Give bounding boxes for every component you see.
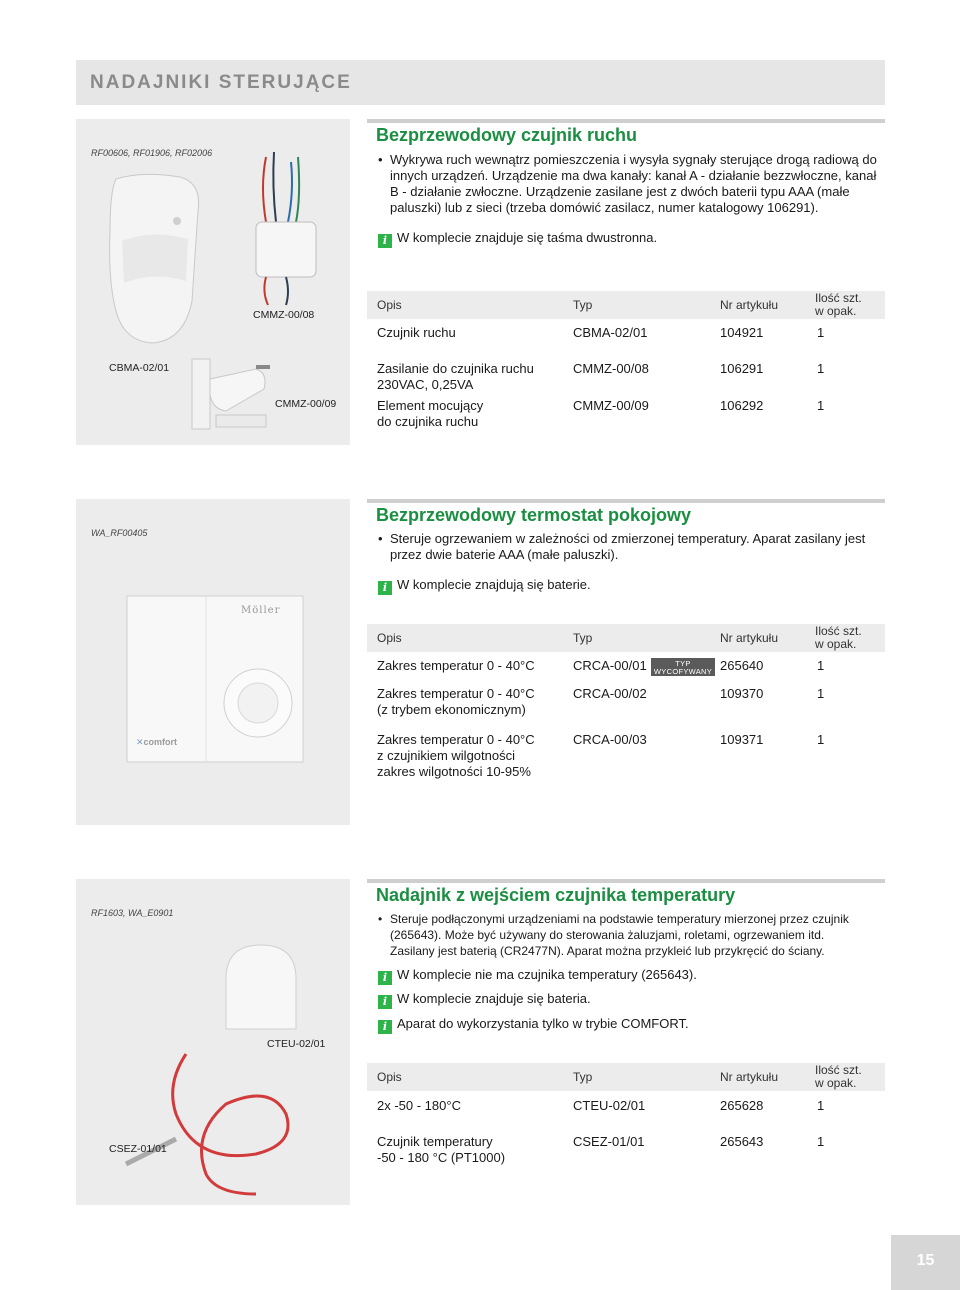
cell-opis	[377, 361, 572, 393]
info-icon: i	[378, 1020, 392, 1034]
bullet: •	[378, 152, 383, 167]
section-title-transmitter: Nadajnik z wejściem czujnika temperatury	[376, 885, 736, 905]
motion-sensor-image	[102, 171, 212, 347]
th-nr-artykulu: Nr artykułu	[720, 1070, 779, 1084]
cell-typ: CTEU-02/01	[573, 1098, 646, 1113]
cell-typ: CMMZ-00/08	[573, 361, 649, 376]
caption-cmmz-00-09: CMMZ-00/09	[275, 398, 337, 410]
thermostat-image-panel	[76, 499, 350, 825]
desc-line: Wykrywa ruch wewnątrz pomieszczenia i wysyła sygnały sterujące drogą radiową do	[390, 152, 877, 167]
section-title-thermostat: Bezprzewodowy termostat pokojowy	[376, 505, 692, 525]
info-icon: i	[378, 581, 392, 595]
cell-nr: 265643	[720, 1134, 764, 1149]
cell-opis: 2x -50 - 180°C	[377, 1098, 461, 1113]
image-codes-motion: RF00606, RF01906, RF02006	[91, 148, 213, 158]
info-text: Aparat do wykorzystania tylko w trybie COMFORT.	[397, 1016, 689, 1031]
th-opis: Opis	[377, 298, 402, 312]
cell-opis-line: Zakres temperatur 0 - 40°C	[377, 732, 535, 747]
table-header	[367, 1063, 885, 1091]
transmitter-image	[216, 939, 306, 1039]
power-supply-image	[246, 127, 326, 307]
cell-typ: CSEZ-01/01	[573, 1134, 645, 1149]
cell-nr: 104921	[720, 325, 764, 340]
cell-opis-line: -50 - 180 °C (PT1000)	[377, 1150, 506, 1165]
caption-csez-01-01: CSEZ-01/01	[109, 1143, 167, 1155]
section-separator	[367, 499, 885, 503]
cell-ilosc: 1	[817, 325, 825, 340]
cell-opis	[377, 398, 572, 430]
th-ilosc-line: w opak.	[815, 1076, 857, 1090]
cell-opis-line: 230VAC, 0,25VA	[377, 377, 474, 392]
cell-nr: 109371	[720, 732, 764, 747]
cell-ilosc: 1	[817, 1098, 825, 1113]
cell-ilosc: 1	[817, 732, 825, 747]
cell-opis-line: (z trybem ekonomicznym)	[377, 702, 526, 717]
cell-opis: Czujnik ruchu	[377, 325, 456, 340]
info-note	[378, 1016, 689, 1034]
bullet: •	[378, 912, 383, 926]
cell-opis-line: Zakres temperatur 0 - 40°C	[377, 686, 535, 701]
temperature-probe-image	[106, 1044, 306, 1199]
desc-line: Zasilany jest baterią (CR2477N). Aparat można przykleić lub przykręcić do ściany.	[390, 944, 825, 958]
info-note	[378, 577, 591, 595]
section-title-motion-sensor: Bezprzewodowy czujnik ruchu	[376, 125, 638, 145]
cell-typ: CRCA-00/03	[573, 732, 647, 747]
th-typ: Typ	[573, 631, 593, 645]
th-nr-artykulu: Nr artykułu	[720, 298, 779, 312]
desc-line: innych urządzeń. Urządzenie ma dwa kanały: kanał A - działanie bezzwłoczne, kanał	[390, 168, 877, 183]
cell-opis	[377, 686, 572, 718]
motion-sensor-image-panel	[76, 119, 350, 445]
desc-line: B - działanie zwłoczne. Urządzenie zasilane jest z dwóch baterii typu AAA (małe	[390, 184, 850, 199]
caption-cteu-02-01: CTEU-02/01	[267, 1038, 326, 1050]
cell-opis-line: Zasilanie do czujnika ruchu	[377, 361, 534, 376]
cell-opis: Zakres temperatur 0 - 40°C	[377, 658, 535, 673]
info-note	[378, 991, 591, 1009]
desc-line: przez dwie baterie AAA (małe paluszki).	[390, 547, 619, 562]
bullet: •	[378, 531, 383, 546]
badge-line: WYCOFYWANY	[653, 667, 713, 676]
image-codes-thermostat: WA_RF00405	[91, 528, 148, 538]
cell-ilosc: 1	[817, 1134, 825, 1149]
cell-ilosc: 1	[817, 361, 825, 376]
info-note	[378, 967, 697, 985]
cell-typ: CRCA-00/01	[573, 658, 647, 673]
cell-nr: 265628	[720, 1098, 764, 1113]
th-ilosc-line: w opak.	[815, 304, 857, 318]
info-icon: i	[378, 971, 392, 985]
thermostat-logo	[136, 737, 177, 748]
page-number: 15	[916, 1252, 935, 1269]
cell-opis-line: do czujnika ruchu	[377, 414, 479, 429]
caption-cbma-02-01: CBMA-02/01	[109, 362, 170, 374]
desc-line: Steruje podłączonymi urządzeniami na podstawie temperatury mierzonej przez czujnik	[390, 912, 849, 926]
thermostat-logo-text: comfort	[143, 737, 178, 747]
withdrawn-badge	[651, 658, 715, 676]
x-comfort-icon: ✕	[136, 737, 144, 747]
th-ilosc-line: w opak.	[815, 637, 857, 651]
cell-nr: 106291	[720, 361, 764, 376]
desc-line: Steruje ogrzewaniem w zależności od zmierzonej temperatury. Aparat zasilany jest	[390, 531, 866, 546]
th-opis: Opis	[377, 631, 402, 645]
info-text: W komplecie nie ma czujnika temperatury (265643).	[397, 967, 697, 982]
caption-cmmz-00-08: CMMZ-00/08	[253, 309, 315, 321]
info-text: W komplecie znajduje się taśma dwustronna.	[397, 230, 658, 245]
badge-line: TYP	[675, 659, 691, 668]
mounting-element-image	[186, 349, 276, 434]
desc-line: (265643). Może być używany do sterowania żaluzjami, roletami, ogrzewaniem itd.	[390, 928, 825, 942]
cell-typ: CMMZ-00/09	[573, 398, 649, 413]
cell-opis-line: Czujnik temperatury	[377, 1134, 493, 1149]
cell-opis	[377, 732, 572, 780]
th-typ: Typ	[573, 1070, 593, 1084]
cell-ilosc: 1	[817, 686, 825, 701]
info-note	[378, 230, 657, 248]
info-text: W komplecie znajduje się bateria.	[397, 991, 591, 1006]
table-header	[367, 291, 885, 319]
transmitter-description	[378, 911, 878, 959]
info-text: W komplecie znajdują się baterie.	[397, 577, 591, 592]
cell-opis-line: Element mocujący	[377, 398, 484, 413]
section-separator	[367, 879, 885, 883]
section-separator	[367, 119, 885, 123]
th-ilosc-line: Ilość szt.	[815, 291, 862, 305]
info-icon: i	[378, 234, 392, 248]
table-header	[367, 624, 885, 652]
cell-opis-line: z czujnikiem wilgotności	[377, 748, 515, 763]
cell-nr: 106292	[720, 398, 764, 413]
th-ilosc-line: Ilość szt.	[815, 1063, 862, 1077]
cell-ilosc: 1	[817, 398, 825, 413]
cell-typ: CRCA-00/02	[573, 686, 647, 701]
cell-nr: 109370	[720, 686, 764, 701]
page-title: NADAJNIKI STERUJĄCE	[90, 72, 352, 93]
motion-description	[378, 152, 878, 216]
cell-opis	[377, 1134, 572, 1166]
cell-typ: CBMA-02/01	[573, 325, 648, 340]
cell-ilosc: 1	[817, 658, 825, 673]
th-ilosc	[815, 625, 862, 651]
th-opis: Opis	[377, 1070, 402, 1084]
cell-opis-line: zakres wilgotności 10-95%	[377, 764, 531, 779]
th-ilosc-line: Ilość szt.	[815, 624, 862, 638]
th-ilosc	[815, 1064, 862, 1090]
th-typ: Typ	[573, 298, 593, 312]
thermostat-description	[378, 531, 878, 563]
thermostat-brand: Möller	[241, 605, 281, 616]
th-ilosc	[815, 292, 862, 318]
info-icon: i	[378, 995, 392, 1009]
image-codes-transmitter: RF1603, WA_E0901	[91, 908, 174, 918]
th-nr-artykulu: Nr artykułu	[720, 631, 779, 645]
cell-nr: 265640	[720, 658, 764, 673]
desc-line: paluszki) lub z sieci (trzeba domówić zasilacz, numer katalogowy 106291).	[390, 200, 819, 215]
